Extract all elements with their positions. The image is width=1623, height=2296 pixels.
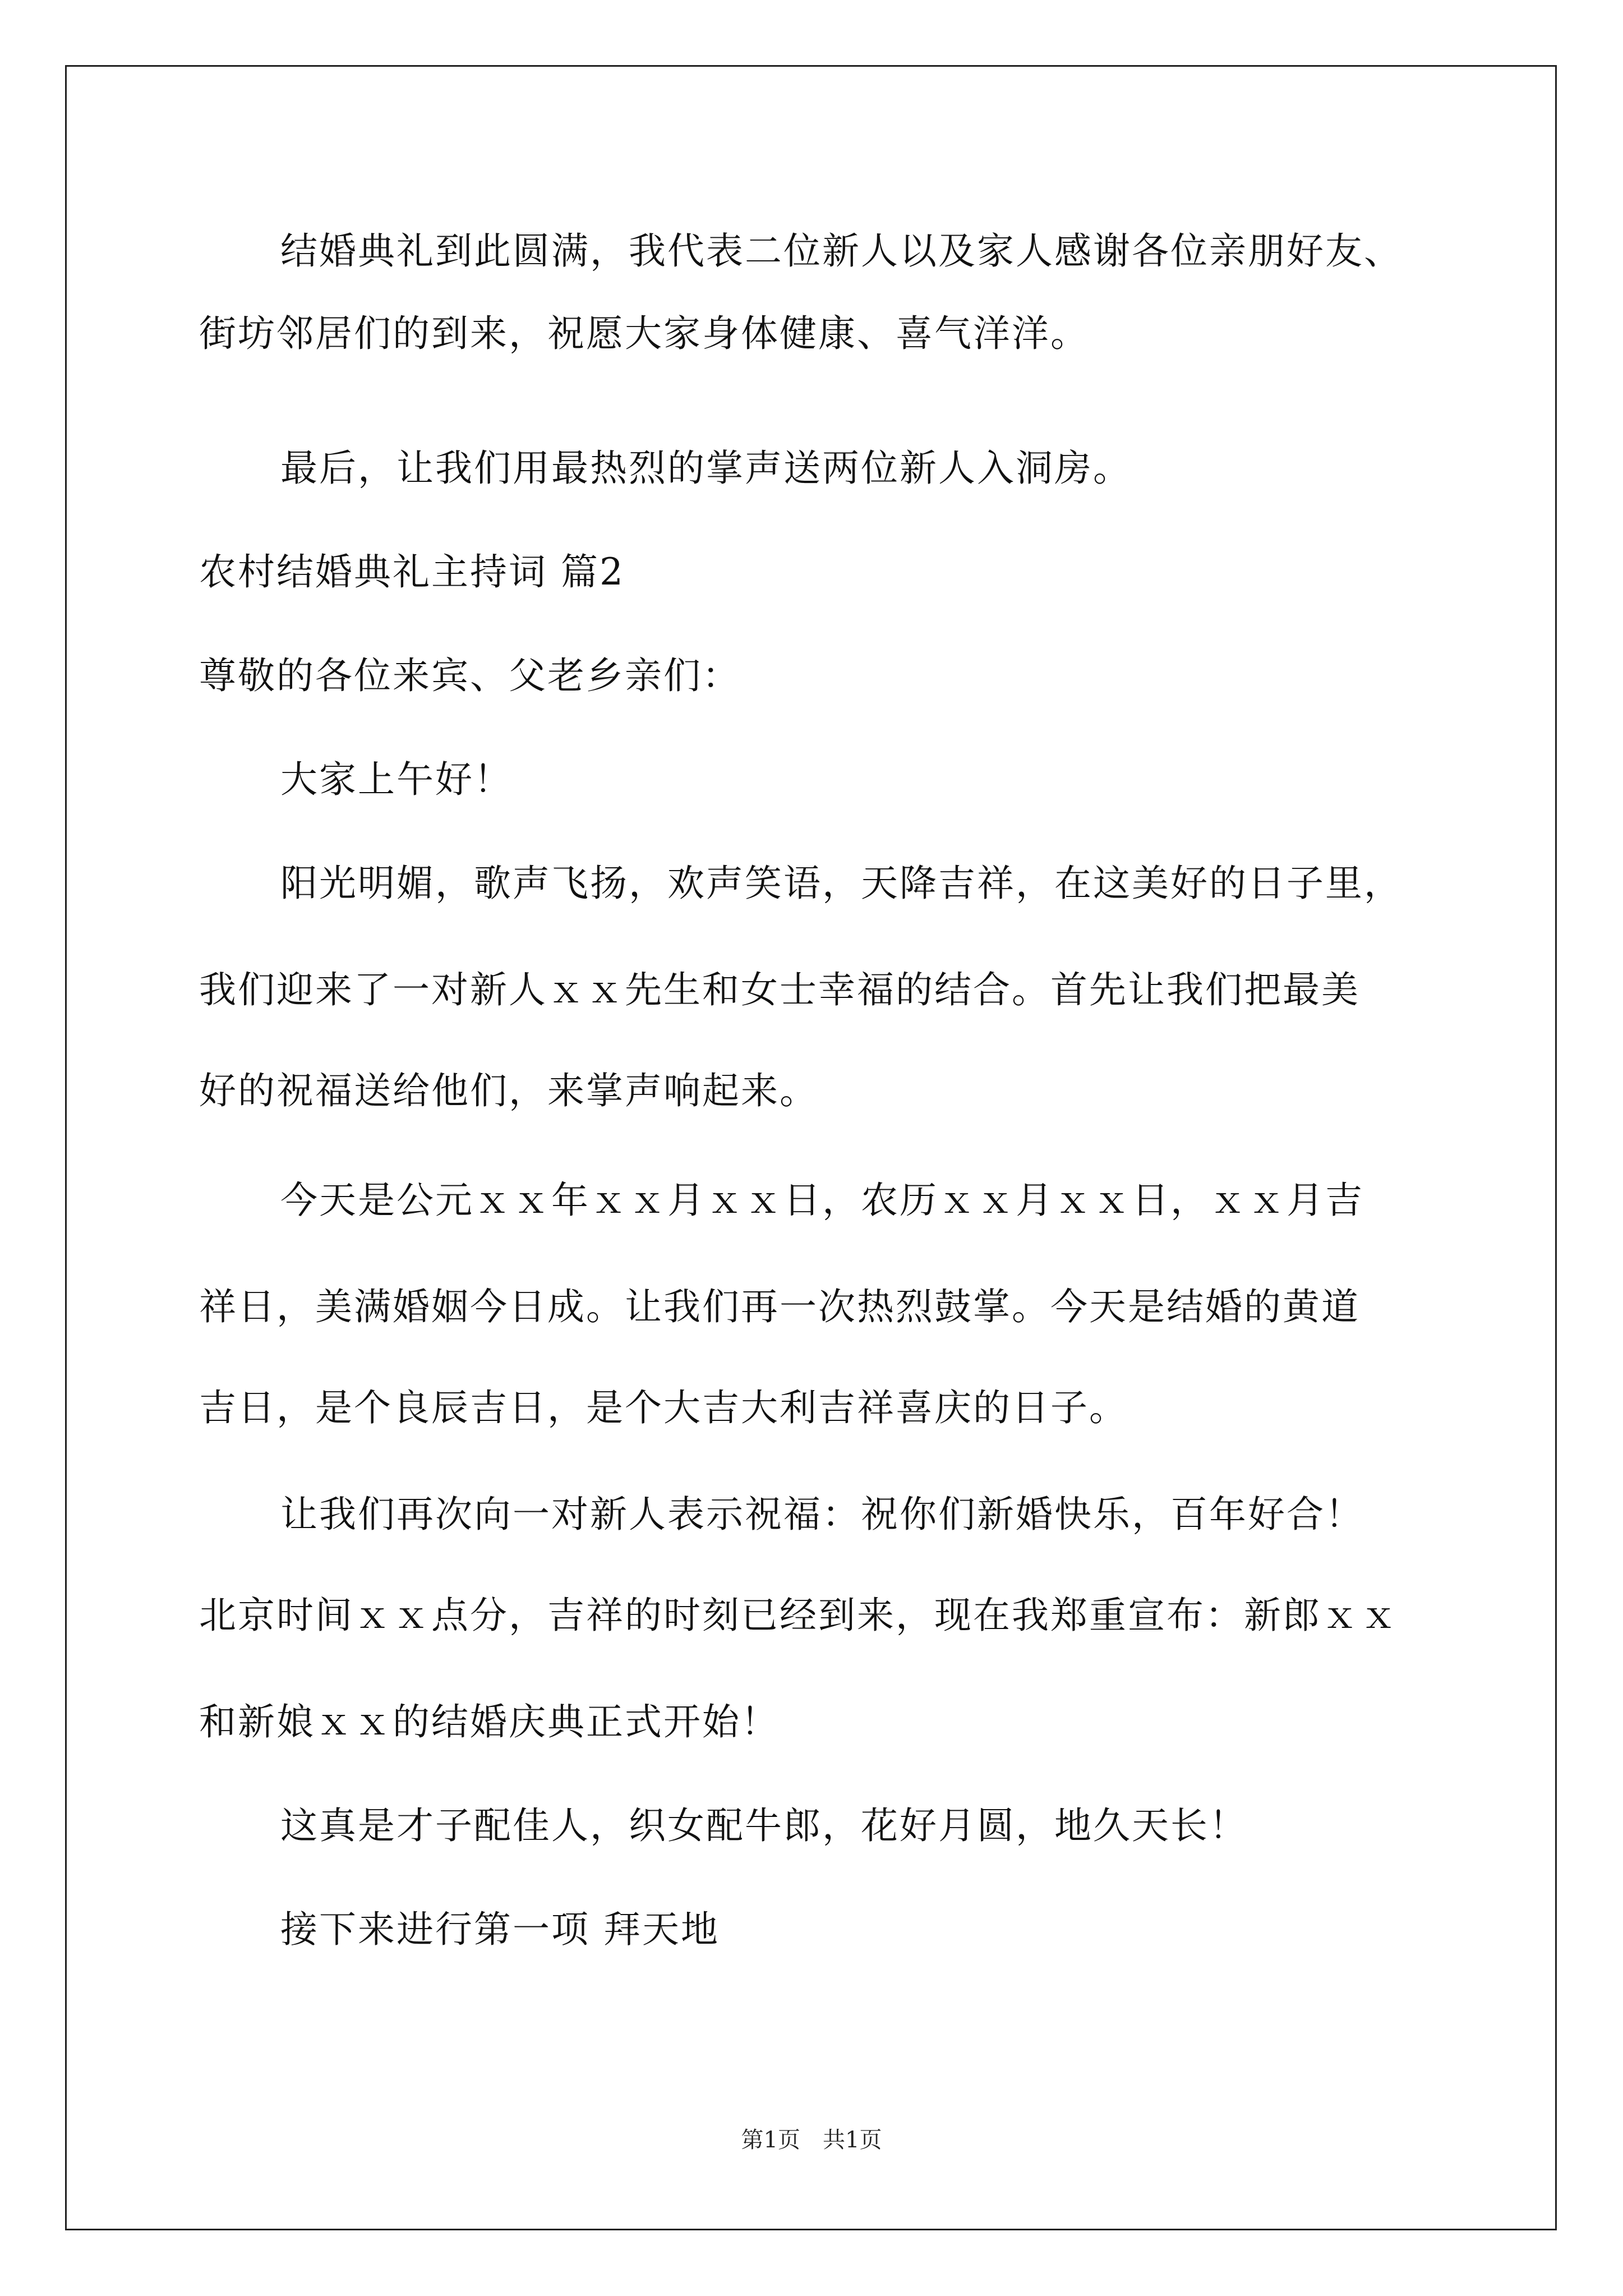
page-border	[65, 65, 1557, 2230]
page-footer: 第1页 共1页	[741, 2127, 882, 2153]
paragraph-line: 和新娘ｘｘ的结婚庆典正式开始！	[199, 1700, 780, 1743]
salutation: 尊敬的各位来宾、父老乡亲们：	[199, 654, 741, 697]
greeting: 大家上午好！	[280, 758, 513, 801]
paragraph-line: 接下来进行第一项 拜天地	[280, 1908, 720, 1951]
paragraph-line: 让我们再次向一对新人表示祝福：祝你们新婚快乐，百年好合！	[280, 1493, 1364, 1536]
paragraph-line: 吉日，是个良辰吉日，是个大吉大利吉祥喜庆的日子。	[199, 1386, 1128, 1429]
paragraph-line: 今天是公元ｘｘ年ｘｘ月ｘｘ日，农历ｘｘ月ｘｘ日，ｘｘ月吉	[280, 1179, 1364, 1222]
paragraph-line: 阳光明媚，歌声飞扬，欢声笑语，天降吉祥，在这美好的日子里，	[280, 862, 1403, 905]
paragraph-line: 我们迎来了一对新人ｘｘ先生和女士幸福的结合。首先让我们把最美	[199, 968, 1360, 1011]
paragraph-line: 祥日，美满婚姻今日成。让我们再一次热烈鼓掌。今天是结婚的黄道	[199, 1285, 1360, 1328]
paragraph-line: 好的祝福送给他们，来掌声响起来。	[199, 1069, 818, 1112]
section-heading: 农村结婚典礼主持词 篇2	[199, 550, 625, 593]
paragraph-line: 结婚典礼到此圆满，我代表二位新人以及家人感谢各位亲朋好友、	[280, 229, 1403, 273]
paragraph-line: 北京时间ｘｘ点分，吉祥的时刻已经到来，现在我郑重宣布：新郎ｘｘ	[199, 1594, 1399, 1637]
paragraph-line: 街坊邻居们的到来，祝愿大家身体健康、喜气洋洋。	[199, 312, 1089, 355]
paragraph-line: 这真是才子配佳人，织女配牛郎，花好月圆，地久天长！	[280, 1804, 1248, 1847]
paragraph-line: 最后，让我们用最热烈的掌声送两位新人入洞房。	[280, 447, 1132, 490]
